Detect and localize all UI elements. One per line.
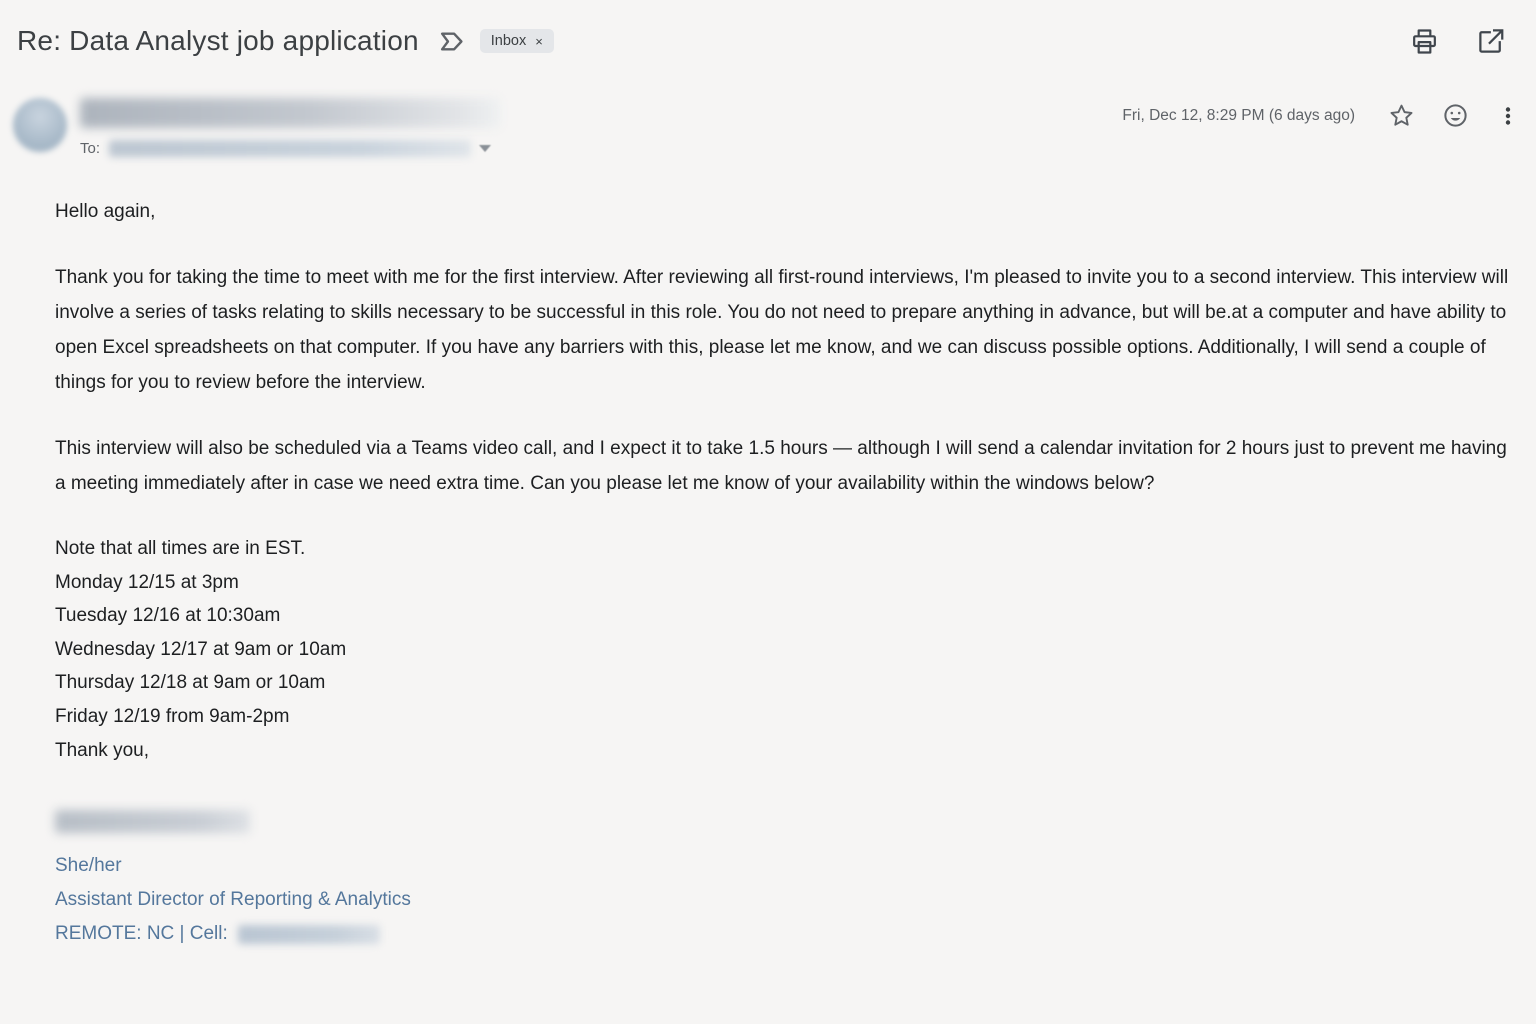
signature-name-redacted <box>55 810 250 833</box>
recipient-line <box>80 140 1122 157</box>
add-reaction-icon[interactable] <box>1442 102 1469 129</box>
signature-title: Assistant Director of Reporting & Analytics <box>55 889 411 910</box>
signature-location-line <box>55 917 1510 951</box>
time-option: Tuesday 12/16 at 10:30am <box>55 605 281 626</box>
sender-row <box>0 96 1536 157</box>
times-note: Note that all times are in EST. <box>55 538 306 559</box>
label-chip-inbox[interactable] <box>480 29 554 54</box>
email-body <box>0 157 1536 951</box>
phone-redacted <box>238 925 380 944</box>
sender-name-redacted <box>80 98 500 128</box>
time-option: Monday 12/15 at 3pm <box>55 571 239 593</box>
greeting: Hello again, <box>55 201 156 222</box>
print-icon[interactable] <box>1409 26 1440 57</box>
paragraph-2: This interview will also be scheduled via a Teams video call, and I expect it to take 1.5 hours — although I will send a calendar invitation for 2 hours just to prevent me having a meeting immediately after in case we need extra time. Can you please let me know of your availability within the windows below? <box>55 438 1507 494</box>
chevron-down-icon[interactable] <box>479 145 491 152</box>
important-marker-icon[interactable] <box>439 31 464 52</box>
signature-location-text: REMOTE: NC | Cell: <box>55 923 228 944</box>
signature-pronouns: She/her <box>55 855 122 876</box>
to-label: To: <box>80 140 101 157</box>
avatar[interactable] <box>13 98 67 152</box>
header-icons <box>1409 26 1510 57</box>
star-icon[interactable] <box>1388 102 1415 129</box>
close-icon[interactable]: × <box>535 33 543 49</box>
more-vert-icon[interactable] <box>1496 103 1520 129</box>
time-option: Thursday 12/18 at 9am or 10am <box>55 672 326 693</box>
label-chip-text: Inbox <box>490 32 527 49</box>
signature-block <box>55 810 1510 951</box>
email-subject: Re: Data Analyst job application <box>17 25 419 56</box>
time-option: Wednesday 12/17 at 9am or 10am <box>55 638 347 660</box>
availability-list <box>55 532 1510 733</box>
sender-info <box>80 96 1122 157</box>
closing: Thank you, <box>55 740 149 761</box>
message-meta <box>1122 102 1522 129</box>
subject-row <box>0 0 1536 62</box>
time-option: Friday 12/19 from 9am-2pm <box>55 705 290 727</box>
recipient-redacted <box>109 140 471 157</box>
open-in-new-icon[interactable] <box>1476 26 1506 56</box>
timestamp: Fri, Dec 12, 8:29 PM (6 days ago) <box>1122 106 1355 124</box>
paragraph-1: Thank you for taking the time to meet with me for the first interview. After reviewing all first-round interviews, I'm pleased to invite you to a second interview. This interview will involve a series of tasks relating to skills necessary to be successful in this role. You do not need to prepare anything in advance, but will be.at a computer and have ability to open Excel spreadsheets on that computer. If you have any barriers with this, please let me know, and we can discuss possible options. Additionally, I will send a couple of things for you to review before the interview. <box>55 267 1509 393</box>
